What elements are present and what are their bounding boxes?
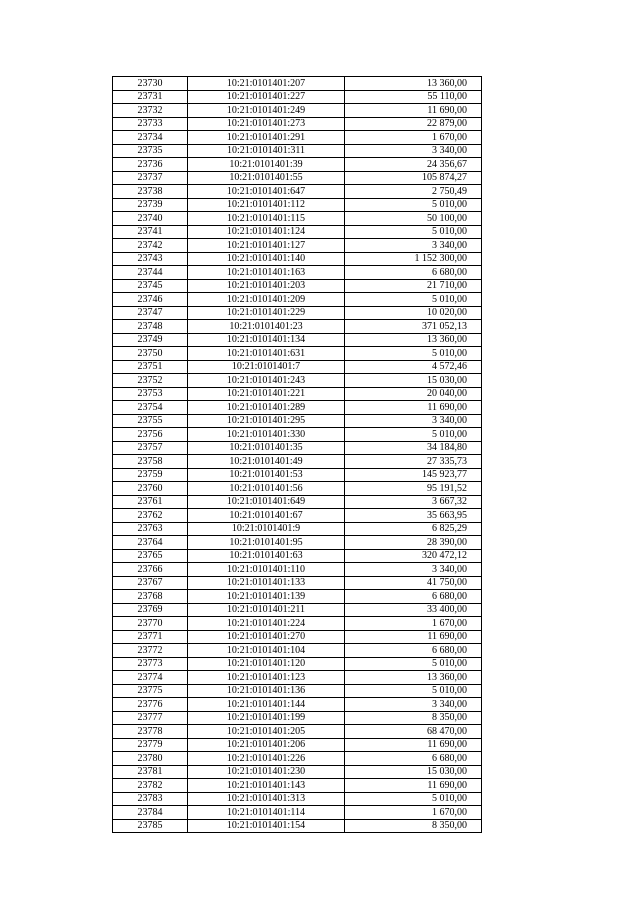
row-number-cell: 23774 <box>113 671 188 685</box>
row-number-cell: 23749 <box>113 333 188 347</box>
value-cell: 8 350,00 <box>345 711 482 725</box>
value-cell: 1 670,00 <box>345 131 482 145</box>
cadastral-number-cell: 10:21:0101401:227 <box>188 90 345 104</box>
cadastral-number-cell: 10:21:0101401:211 <box>188 603 345 617</box>
value-cell: 6 680,00 <box>345 266 482 280</box>
table-body <box>113 77 482 833</box>
value-cell: 1 670,00 <box>345 806 482 820</box>
row-number-cell: 23768 <box>113 590 188 604</box>
table-row <box>113 90 482 104</box>
value-cell: 371 052,13 <box>345 320 482 334</box>
row-number-cell: 23733 <box>113 117 188 131</box>
table-row <box>113 806 482 820</box>
row-number-cell: 23765 <box>113 549 188 563</box>
table-row <box>113 617 482 631</box>
cadastral-number-cell: 10:21:0101401:136 <box>188 684 345 698</box>
row-number-cell: 23785 <box>113 819 188 833</box>
cadastral-number-cell: 10:21:0101401:53 <box>188 468 345 482</box>
cadastral-number-cell: 10:21:0101401:134 <box>188 333 345 347</box>
row-number-cell: 23779 <box>113 738 188 752</box>
value-cell: 3 340,00 <box>345 239 482 253</box>
cadastral-number-cell: 10:21:0101401:154 <box>188 819 345 833</box>
table-row <box>113 684 482 698</box>
table-row <box>113 360 482 374</box>
value-cell: 11 690,00 <box>345 630 482 644</box>
table-row <box>113 347 482 361</box>
cadastral-number-cell: 10:21:0101401:55 <box>188 171 345 185</box>
value-cell: 5 010,00 <box>345 347 482 361</box>
cadastral-number-cell: 10:21:0101401:206 <box>188 738 345 752</box>
cadastral-number-cell: 10:21:0101401:49 <box>188 455 345 469</box>
table-row <box>113 441 482 455</box>
value-cell: 8 350,00 <box>345 819 482 833</box>
table-row <box>113 509 482 523</box>
cadastral-number-cell: 10:21:0101401:127 <box>188 239 345 253</box>
row-number-cell: 23777 <box>113 711 188 725</box>
table-row <box>113 603 482 617</box>
cadastral-number-cell: 10:21:0101401:330 <box>188 428 345 442</box>
cadastral-number-cell: 10:21:0101401:207 <box>188 77 345 91</box>
value-cell: 3 667,32 <box>345 495 482 509</box>
row-number-cell: 23750 <box>113 347 188 361</box>
table-row <box>113 725 482 739</box>
row-number-cell: 23755 <box>113 414 188 428</box>
cadastral-number-cell: 10:21:0101401:224 <box>188 617 345 631</box>
row-number-cell: 23738 <box>113 185 188 199</box>
table-row <box>113 576 482 590</box>
cadastral-number-cell: 10:21:0101401:270 <box>188 630 345 644</box>
row-number-cell: 23781 <box>113 765 188 779</box>
value-cell: 5 010,00 <box>345 792 482 806</box>
row-number-cell: 23752 <box>113 374 188 388</box>
cadastral-number-cell: 10:21:0101401:140 <box>188 252 345 266</box>
row-number-cell: 23732 <box>113 104 188 118</box>
row-number-cell: 23776 <box>113 698 188 712</box>
table-row <box>113 738 482 752</box>
value-cell: 11 690,00 <box>345 779 482 793</box>
row-number-cell: 23731 <box>113 90 188 104</box>
cadastral-number-cell: 10:21:0101401:143 <box>188 779 345 793</box>
value-cell: 5 010,00 <box>345 428 482 442</box>
value-cell: 13 360,00 <box>345 671 482 685</box>
table-row <box>113 266 482 280</box>
table-row <box>113 185 482 199</box>
cadastral-number-cell: 10:21:0101401:313 <box>188 792 345 806</box>
row-number-cell: 23760 <box>113 482 188 496</box>
row-number-cell: 23763 <box>113 522 188 536</box>
table-row <box>113 333 482 347</box>
row-number-cell: 23772 <box>113 644 188 658</box>
cadastral-number-cell: 10:21:0101401:124 <box>188 225 345 239</box>
cadastral-number-cell: 10:21:0101401:226 <box>188 752 345 766</box>
table-row <box>113 320 482 334</box>
cadastral-number-cell: 10:21:0101401:631 <box>188 347 345 361</box>
table-row <box>113 374 482 388</box>
table-row <box>113 549 482 563</box>
cadastral-number-cell: 10:21:0101401:649 <box>188 495 345 509</box>
row-number-cell: 23737 <box>113 171 188 185</box>
row-number-cell: 23745 <box>113 279 188 293</box>
cadastral-number-cell: 10:21:0101401:115 <box>188 212 345 226</box>
value-cell: 27 335,73 <box>345 455 482 469</box>
cadastral-number-cell: 10:21:0101401:9 <box>188 522 345 536</box>
value-cell: 320 472,12 <box>345 549 482 563</box>
value-cell: 5 010,00 <box>345 225 482 239</box>
value-cell: 1 152 300,00 <box>345 252 482 266</box>
table-row <box>113 117 482 131</box>
row-number-cell: 23783 <box>113 792 188 806</box>
row-number-cell: 23758 <box>113 455 188 469</box>
value-cell: 11 690,00 <box>345 401 482 415</box>
value-cell: 5 010,00 <box>345 198 482 212</box>
table-row <box>113 428 482 442</box>
table-row <box>113 779 482 793</box>
cadastral-number-cell: 10:21:0101401:120 <box>188 657 345 671</box>
row-number-cell: 23753 <box>113 387 188 401</box>
table-row <box>113 495 482 509</box>
table-row <box>113 306 482 320</box>
table-row <box>113 144 482 158</box>
table-row <box>113 293 482 307</box>
cadastral-number-cell: 10:21:0101401:291 <box>188 131 345 145</box>
row-number-cell: 23736 <box>113 158 188 172</box>
cadastral-number-cell: 10:21:0101401:110 <box>188 563 345 577</box>
table-row <box>113 414 482 428</box>
row-number-cell: 23770 <box>113 617 188 631</box>
table-row <box>113 171 482 185</box>
table-row <box>113 239 482 253</box>
row-number-cell: 23775 <box>113 684 188 698</box>
table-row <box>113 77 482 91</box>
table-row <box>113 468 482 482</box>
table-row <box>113 752 482 766</box>
row-number-cell: 23757 <box>113 441 188 455</box>
cadastral-number-cell: 10:21:0101401:230 <box>188 765 345 779</box>
value-cell: 41 750,00 <box>345 576 482 590</box>
cadastral-number-cell: 10:21:0101401:295 <box>188 414 345 428</box>
row-number-cell: 23759 <box>113 468 188 482</box>
row-number-cell: 23766 <box>113 563 188 577</box>
value-cell: 3 340,00 <box>345 414 482 428</box>
cadastral-number-cell: 10:21:0101401:63 <box>188 549 345 563</box>
table-row <box>113 198 482 212</box>
value-cell: 33 400,00 <box>345 603 482 617</box>
row-number-cell: 23740 <box>113 212 188 226</box>
row-number-cell: 23762 <box>113 509 188 523</box>
table-row <box>113 630 482 644</box>
value-cell: 11 690,00 <box>345 104 482 118</box>
cadastral-number-cell: 10:21:0101401:205 <box>188 725 345 739</box>
value-cell: 2 750,49 <box>345 185 482 199</box>
row-number-cell: 23747 <box>113 306 188 320</box>
cadastral-number-cell: 10:21:0101401:144 <box>188 698 345 712</box>
cadastral-number-cell: 10:21:0101401:67 <box>188 509 345 523</box>
cadastral-number-cell: 10:21:0101401:7 <box>188 360 345 374</box>
cadastral-number-cell: 10:21:0101401:123 <box>188 671 345 685</box>
row-number-cell: 23735 <box>113 144 188 158</box>
table-row <box>113 387 482 401</box>
cadastral-number-cell: 10:21:0101401:104 <box>188 644 345 658</box>
cadastral-number-cell: 10:21:0101401:56 <box>188 482 345 496</box>
cadastral-number-cell: 10:21:0101401:39 <box>188 158 345 172</box>
cadastral-number-cell: 10:21:0101401:289 <box>188 401 345 415</box>
value-cell: 145 923,77 <box>345 468 482 482</box>
value-cell: 10 020,00 <box>345 306 482 320</box>
value-cell: 24 356,67 <box>345 158 482 172</box>
value-cell: 28 390,00 <box>345 536 482 550</box>
row-number-cell: 23730 <box>113 77 188 91</box>
table-row <box>113 765 482 779</box>
row-number-cell: 23782 <box>113 779 188 793</box>
table-row <box>113 536 482 550</box>
cadastral-number-cell: 10:21:0101401:112 <box>188 198 345 212</box>
value-cell: 13 360,00 <box>345 77 482 91</box>
cadastral-number-cell: 10:21:0101401:647 <box>188 185 345 199</box>
value-cell: 5 010,00 <box>345 293 482 307</box>
table-row <box>113 401 482 415</box>
table-row <box>113 225 482 239</box>
row-number-cell: 23744 <box>113 266 188 280</box>
value-cell: 15 030,00 <box>345 765 482 779</box>
row-number-cell: 23742 <box>113 239 188 253</box>
value-cell: 6 680,00 <box>345 590 482 604</box>
table-row <box>113 522 482 536</box>
table-row <box>113 212 482 226</box>
table-row <box>113 252 482 266</box>
value-cell: 21 710,00 <box>345 279 482 293</box>
cadastral-number-cell: 10:21:0101401:35 <box>188 441 345 455</box>
value-cell: 6 680,00 <box>345 644 482 658</box>
value-cell: 6 680,00 <box>345 752 482 766</box>
row-number-cell: 23743 <box>113 252 188 266</box>
cadastral-number-cell: 10:21:0101401:163 <box>188 266 345 280</box>
value-cell: 5 010,00 <box>345 684 482 698</box>
value-cell: 50 100,00 <box>345 212 482 226</box>
value-cell: 5 010,00 <box>345 657 482 671</box>
row-number-cell: 23771 <box>113 630 188 644</box>
cadastral-value-table <box>112 76 482 833</box>
table-row <box>113 792 482 806</box>
row-number-cell: 23784 <box>113 806 188 820</box>
table-row <box>113 657 482 671</box>
value-cell: 68 470,00 <box>345 725 482 739</box>
row-number-cell: 23778 <box>113 725 188 739</box>
table-row <box>113 131 482 145</box>
cadastral-number-cell: 10:21:0101401:311 <box>188 144 345 158</box>
value-cell: 34 184,80 <box>345 441 482 455</box>
value-cell: 22 879,00 <box>345 117 482 131</box>
table-row <box>113 711 482 725</box>
value-cell: 95 191,52 <box>345 482 482 496</box>
table-row <box>113 279 482 293</box>
cadastral-number-cell: 10:21:0101401:133 <box>188 576 345 590</box>
row-number-cell: 23754 <box>113 401 188 415</box>
cadastral-number-cell: 10:21:0101401:203 <box>188 279 345 293</box>
value-cell: 3 340,00 <box>345 698 482 712</box>
table-row <box>113 671 482 685</box>
value-cell: 3 340,00 <box>345 563 482 577</box>
row-number-cell: 23764 <box>113 536 188 550</box>
row-number-cell: 23769 <box>113 603 188 617</box>
table-row <box>113 698 482 712</box>
value-cell: 15 030,00 <box>345 374 482 388</box>
value-cell: 4 572,46 <box>345 360 482 374</box>
row-number-cell: 23751 <box>113 360 188 374</box>
value-cell: 13 360,00 <box>345 333 482 347</box>
value-cell: 35 663,95 <box>345 509 482 523</box>
cadastral-number-cell: 10:21:0101401:243 <box>188 374 345 388</box>
cadastral-number-cell: 10:21:0101401:221 <box>188 387 345 401</box>
cadastral-number-cell: 10:21:0101401:209 <box>188 293 345 307</box>
table-row <box>113 563 482 577</box>
cadastral-number-cell: 10:21:0101401:23 <box>188 320 345 334</box>
table-row <box>113 104 482 118</box>
row-number-cell: 23780 <box>113 752 188 766</box>
value-cell: 3 340,00 <box>345 144 482 158</box>
table-row <box>113 644 482 658</box>
value-cell: 55 110,00 <box>345 90 482 104</box>
row-number-cell: 23734 <box>113 131 188 145</box>
cadastral-number-cell: 10:21:0101401:114 <box>188 806 345 820</box>
table-row <box>113 590 482 604</box>
table-row <box>113 158 482 172</box>
cadastral-number-cell: 10:21:0101401:199 <box>188 711 345 725</box>
row-number-cell: 23756 <box>113 428 188 442</box>
cadastral-number-cell: 10:21:0101401:249 <box>188 104 345 118</box>
value-cell: 11 690,00 <box>345 738 482 752</box>
value-cell: 105 874,27 <box>345 171 482 185</box>
table-row <box>113 819 482 833</box>
row-number-cell: 23741 <box>113 225 188 239</box>
value-cell: 6 825,29 <box>345 522 482 536</box>
table-row <box>113 455 482 469</box>
cadastral-number-cell: 10:21:0101401:273 <box>188 117 345 131</box>
row-number-cell: 23773 <box>113 657 188 671</box>
cadastral-number-cell: 10:21:0101401:95 <box>188 536 345 550</box>
value-cell: 20 040,00 <box>345 387 482 401</box>
row-number-cell: 23746 <box>113 293 188 307</box>
row-number-cell: 23761 <box>113 495 188 509</box>
cadastral-number-cell: 10:21:0101401:229 <box>188 306 345 320</box>
cadastral-number-cell: 10:21:0101401:139 <box>188 590 345 604</box>
row-number-cell: 23767 <box>113 576 188 590</box>
row-number-cell: 23739 <box>113 198 188 212</box>
value-cell: 1 670,00 <box>345 617 482 631</box>
table-row <box>113 482 482 496</box>
row-number-cell: 23748 <box>113 320 188 334</box>
